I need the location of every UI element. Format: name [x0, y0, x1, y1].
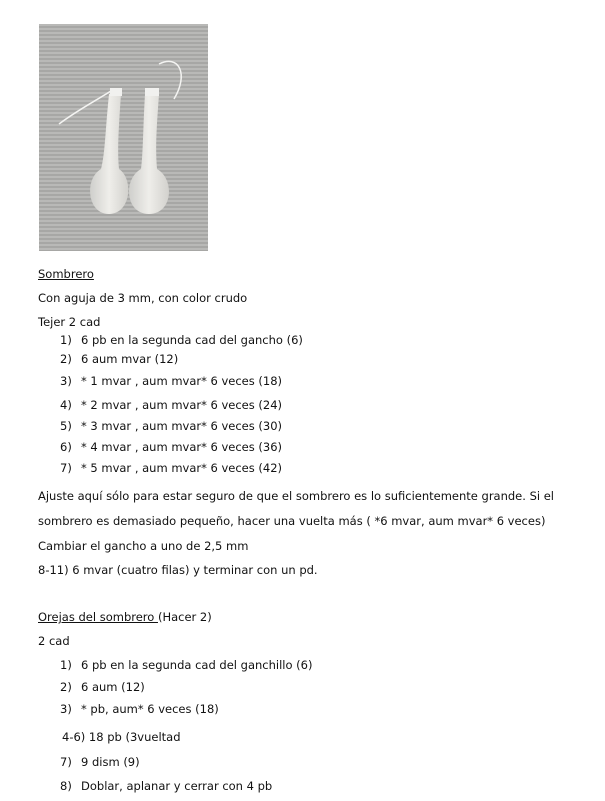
list-text: 6 pb en la segunda cad del ganchillo (6): [81, 658, 313, 672]
list-text: 6 aum mvar (12): [81, 352, 179, 366]
section-title-orejas: Orejas del sombrero: [38, 610, 158, 624]
list-text: Doblar, aplanar y cerrar con 4 pb: [81, 779, 273, 793]
section-title-suffix: (Hacer 2): [157, 610, 212, 624]
intro-line: Con aguja de 3 mm, con color crudo: [38, 291, 248, 305]
note-line: sombrero es demasiado pequeño, hacer una vuelta más ( *6 mvar, aum mvar* 6 veces): [38, 514, 546, 528]
note-line: 8-11) 6 mvar (cuatro filas) y terminar con un pd.: [38, 563, 318, 577]
list-number: 7): [60, 755, 72, 769]
list-text: * 5 mvar , aum mvar* 6 veces (42): [81, 461, 283, 475]
list-item: 4-6) 18 pb (3vueltad: [62, 730, 181, 744]
list-text: * 4 mvar , aum mvar* 6 veces (36): [81, 440, 283, 454]
list-text: 6 pb en la segunda cad del gancho (6): [81, 333, 303, 347]
list-text: 6 aum (12): [81, 680, 145, 694]
list-text: 9 dism (9): [81, 755, 140, 769]
note-line: Ajuste aquí sólo para estar seguro de que el sombrero es lo suficientemente grande. Si el: [38, 489, 554, 503]
section-title-sombrero: Sombrero: [38, 267, 94, 281]
list-number: 2): [60, 680, 72, 694]
list-text: * 2 mvar , aum mvar* 6 veces (24): [81, 398, 283, 412]
list-number: 2): [60, 352, 72, 366]
intro-line: 2 cad: [38, 634, 70, 648]
list-number: 7): [60, 461, 72, 475]
crochet-pieces-image: [39, 24, 208, 251]
note-line: Cambiar el gancho a uno de 2,5 mm: [38, 539, 249, 553]
section-heading-orejas: [38, 610, 212, 624]
list-number: 3): [60, 702, 72, 716]
list-text: * 1 mvar , aum mvar* 6 veces (18): [81, 374, 283, 388]
list-number: 5): [60, 419, 72, 433]
crochet-photo: [39, 24, 208, 251]
list-number: 8): [60, 779, 72, 793]
list-number: 6): [60, 440, 72, 454]
list-text: * 3 mvar , aum mvar* 6 veces (30): [81, 419, 283, 433]
intro-line: Tejer 2 cad: [38, 315, 101, 329]
list-number: 1): [60, 333, 72, 347]
list-number: 3): [60, 374, 72, 388]
list-number: 4): [60, 398, 72, 412]
list-number: 1): [60, 658, 72, 672]
list-text: * pb, aum* 6 veces (18): [81, 702, 219, 716]
